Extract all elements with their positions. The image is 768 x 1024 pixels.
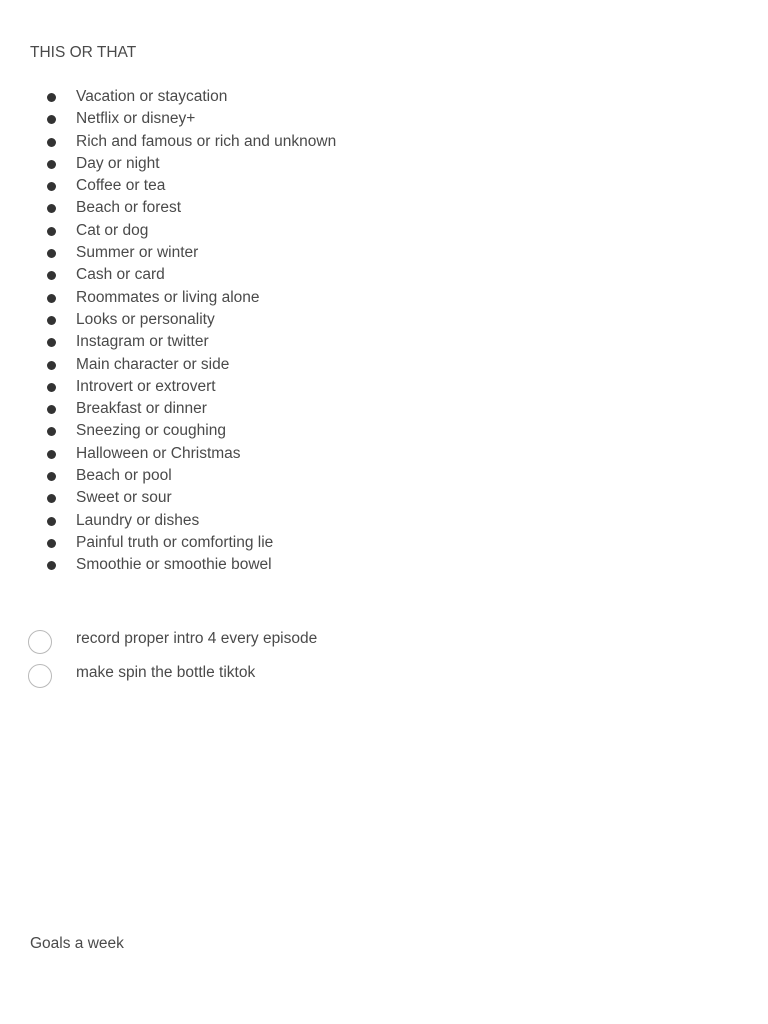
bullet-dot-icon xyxy=(47,204,56,213)
list-item[interactable] xyxy=(0,465,336,487)
list-item-label: Main character or side xyxy=(76,355,230,373)
list-item-label: Introvert or extrovert xyxy=(76,377,216,395)
checklist-item-label: record proper intro 4 every episode xyxy=(76,630,318,647)
list-item[interactable] xyxy=(0,197,336,219)
list-item-label: Summer or winter xyxy=(76,244,199,262)
list-item-label: Instagram or twitter xyxy=(76,333,209,351)
bullet-dot-icon xyxy=(47,539,56,548)
list-item-label: Beach or forest xyxy=(76,199,182,217)
list-item-label: Painful truth or comforting lie xyxy=(76,533,274,551)
list-item-label: Beach or pool xyxy=(76,467,172,485)
list-item[interactable] xyxy=(0,443,336,465)
bullet-dot-icon xyxy=(47,316,56,325)
bullet-dot-icon xyxy=(47,561,56,570)
bullet-dot-icon xyxy=(47,138,56,147)
checklist-item-label: make spin the bottle tiktok xyxy=(76,664,256,681)
bullet-dot-icon xyxy=(47,115,56,124)
list-item[interactable] xyxy=(0,264,336,286)
list-item[interactable] xyxy=(0,108,336,130)
list-item[interactable] xyxy=(0,532,336,554)
list-item-label: Looks or personality xyxy=(76,310,215,328)
list-item-label: Day or night xyxy=(76,154,160,172)
bullet-dot-icon xyxy=(47,405,56,414)
list-item[interactable] xyxy=(0,86,336,108)
bullet-dot-icon xyxy=(47,249,56,258)
checklist-item[interactable] xyxy=(0,660,317,694)
bullet-dot-icon xyxy=(47,160,56,169)
list-item[interactable] xyxy=(0,287,336,309)
list-item-label: Coffee or tea xyxy=(76,177,166,195)
bullet-dot-icon xyxy=(47,383,56,392)
list-item-label: Vacation or staycation xyxy=(76,88,228,105)
checkbox-circle-icon[interactable] xyxy=(28,630,52,654)
list-item[interactable] xyxy=(0,354,336,376)
list-item-label: Smoothie or smoothie bowel xyxy=(76,556,272,574)
bullet-dot-icon xyxy=(47,227,56,236)
list-item-label: Breakfast or dinner xyxy=(76,400,207,418)
bullet-dot-icon xyxy=(47,472,56,481)
list-item-label: Cash or card xyxy=(76,266,165,284)
list-item[interactable] xyxy=(0,398,336,420)
list-item[interactable] xyxy=(0,331,336,353)
bullet-dot-icon xyxy=(47,361,56,370)
list-item[interactable] xyxy=(0,220,336,242)
list-item[interactable] xyxy=(0,420,336,442)
list-item[interactable] xyxy=(0,376,336,398)
list-item[interactable] xyxy=(0,242,336,264)
checklist-item[interactable] xyxy=(0,626,317,660)
bullet-dot-icon xyxy=(47,93,56,102)
list-item[interactable] xyxy=(0,309,336,331)
list-item-label: Cat or dog xyxy=(76,221,149,239)
list-item[interactable] xyxy=(0,175,336,197)
list-item-label: Laundry or dishes xyxy=(76,511,200,529)
bullet-list xyxy=(0,86,336,577)
checklist xyxy=(0,626,317,694)
list-item-label: Halloween or Christmas xyxy=(76,444,241,462)
list-item-label: Sweet or sour xyxy=(76,489,172,507)
list-item[interactable] xyxy=(0,510,336,532)
bullet-dot-icon xyxy=(47,338,56,347)
bullet-dot-icon xyxy=(47,271,56,280)
bullet-dot-icon xyxy=(47,450,56,459)
note-footer-text: Goals a week xyxy=(30,935,124,952)
list-item-label: Netflix or disney+ xyxy=(76,110,196,128)
list-item-label: Sneezing or coughing xyxy=(76,422,226,440)
bullet-dot-icon xyxy=(47,294,56,303)
list-item-label: Rich and famous or rich and unknown xyxy=(76,132,337,150)
bullet-dot-icon xyxy=(47,427,56,436)
bullet-dot-icon xyxy=(47,182,56,191)
list-item[interactable] xyxy=(0,554,336,576)
bullet-dot-icon xyxy=(47,494,56,503)
list-item[interactable] xyxy=(0,153,336,175)
list-item-label: Roommates or living alone xyxy=(76,288,260,306)
note-title: THIS OR THAT xyxy=(30,44,137,61)
bullet-dot-icon xyxy=(47,517,56,526)
list-item[interactable] xyxy=(0,487,336,509)
list-item[interactable] xyxy=(0,131,336,153)
checkbox-circle-icon[interactable] xyxy=(28,664,52,688)
